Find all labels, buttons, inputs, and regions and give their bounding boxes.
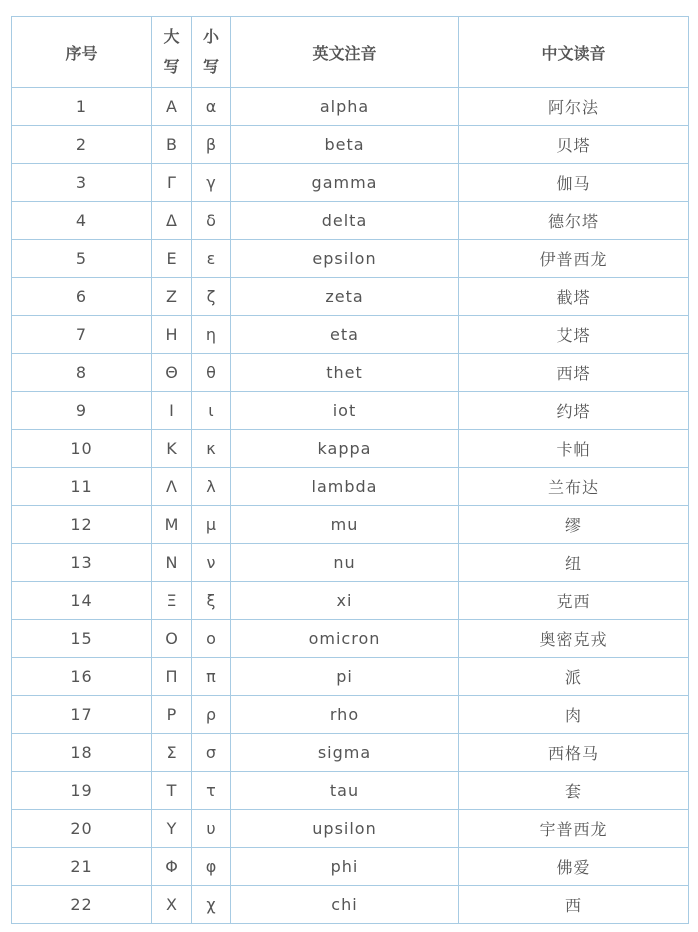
cell-upper: Θ [152,354,192,392]
table-row [12,88,689,126]
cell-lower: β [192,126,231,164]
cell-lower: π [192,658,231,696]
header-upper [152,17,192,88]
table-row [12,354,689,392]
header-row [12,17,689,88]
table-row [12,316,689,354]
cell-chinese: 约塔 [459,392,689,430]
cell-upper: Η [152,316,192,354]
cell-lower: ξ [192,582,231,620]
cell-index: 20 [12,810,152,848]
cell-index: 2 [12,126,152,164]
cell-upper: Κ [152,430,192,468]
cell-index: 8 [12,354,152,392]
cell-lower: θ [192,354,231,392]
cell-chinese: 纽 [459,544,689,582]
cell-chinese: 佛爱 [459,848,689,886]
cell-index: 21 [12,848,152,886]
cell-index: 1 [12,88,152,126]
cell-upper: Ξ [152,582,192,620]
cell-lower: δ [192,202,231,240]
cell-english: sigma [231,734,459,772]
cell-english: beta [231,126,459,164]
cell-lower: φ [192,848,231,886]
cell-chinese: 肉 [459,696,689,734]
table-row [12,392,689,430]
cell-chinese: 西 [459,886,689,924]
cell-english: xi [231,582,459,620]
table-row [12,430,689,468]
cell-chinese: 艾塔 [459,316,689,354]
cell-lower: ι [192,392,231,430]
cell-english: tau [231,772,459,810]
table-row [12,582,689,620]
table-row [12,810,689,848]
header-index: 序号 [12,17,152,88]
header-upper-line2: 写 [163,57,180,76]
table-row [12,202,689,240]
cell-english: thet [231,354,459,392]
cell-upper: Ρ [152,696,192,734]
cell-chinese: 卡帕 [459,430,689,468]
cell-lower: λ [192,468,231,506]
table-body [12,88,689,924]
cell-index: 22 [12,886,152,924]
cell-index: 12 [12,506,152,544]
cell-lower: υ [192,810,231,848]
cell-lower: ν [192,544,231,582]
header-lower [192,17,231,88]
cell-upper: Δ [152,202,192,240]
cell-upper: Τ [152,772,192,810]
header-lower-line2: 写 [202,57,219,76]
header-lower-line1: 小 [202,27,219,46]
cell-chinese: 西塔 [459,354,689,392]
cell-english: iot [231,392,459,430]
cell-upper: Ο [152,620,192,658]
cell-english: mu [231,506,459,544]
greek-alphabet-table [11,16,689,924]
cell-index: 13 [12,544,152,582]
cell-index: 19 [12,772,152,810]
cell-index: 11 [12,468,152,506]
cell-index: 9 [12,392,152,430]
cell-lower: κ [192,430,231,468]
cell-lower: σ [192,734,231,772]
cell-upper: Β [152,126,192,164]
cell-upper: Φ [152,848,192,886]
cell-english: lambda [231,468,459,506]
cell-chinese: 截塔 [459,278,689,316]
cell-upper: Ι [152,392,192,430]
cell-english: omicron [231,620,459,658]
cell-lower: χ [192,886,231,924]
cell-chinese: 西格马 [459,734,689,772]
cell-index: 6 [12,278,152,316]
cell-index: 16 [12,658,152,696]
cell-index: 14 [12,582,152,620]
cell-chinese: 伽马 [459,164,689,202]
cell-english: nu [231,544,459,582]
cell-chinese: 套 [459,772,689,810]
cell-upper: Σ [152,734,192,772]
cell-english: gamma [231,164,459,202]
header-english: 英文注音 [231,17,459,88]
table-row [12,240,689,278]
table-row [12,734,689,772]
cell-chinese: 缪 [459,506,689,544]
cell-upper: Γ [152,164,192,202]
cell-english: phi [231,848,459,886]
cell-upper: Ζ [152,278,192,316]
table-row [12,544,689,582]
table-row [12,506,689,544]
table-row [12,620,689,658]
cell-chinese: 贝塔 [459,126,689,164]
cell-lower: α [192,88,231,126]
table-row [12,278,689,316]
table-row [12,658,689,696]
cell-upper: Α [152,88,192,126]
cell-chinese: 伊普西龙 [459,240,689,278]
cell-index: 7 [12,316,152,354]
cell-english: chi [231,886,459,924]
header-upper-line1: 大 [163,27,180,46]
cell-english: upsilon [231,810,459,848]
cell-index: 10 [12,430,152,468]
cell-english: zeta [231,278,459,316]
cell-english: pi [231,658,459,696]
cell-index: 17 [12,696,152,734]
table-row [12,696,689,734]
cell-chinese: 奥密克戎 [459,620,689,658]
header-chinese: 中文读音 [459,17,689,88]
cell-english: alpha [231,88,459,126]
cell-chinese: 阿尔法 [459,88,689,126]
table-row [12,164,689,202]
table-row [12,126,689,164]
cell-english: epsilon [231,240,459,278]
table-row [12,468,689,506]
greek-alphabet-table-container [11,16,688,924]
cell-chinese: 德尔塔 [459,202,689,240]
cell-upper: Μ [152,506,192,544]
cell-index: 15 [12,620,152,658]
cell-lower: ε [192,240,231,278]
cell-upper: Ν [152,544,192,582]
cell-lower: η [192,316,231,354]
cell-chinese: 克西 [459,582,689,620]
cell-chinese: 宇普西龙 [459,810,689,848]
cell-index: 18 [12,734,152,772]
cell-lower: γ [192,164,231,202]
cell-chinese: 派 [459,658,689,696]
cell-english: rho [231,696,459,734]
cell-english: eta [231,316,459,354]
cell-upper: Υ [152,810,192,848]
cell-upper: Ε [152,240,192,278]
cell-lower: τ [192,772,231,810]
cell-upper: Π [152,658,192,696]
cell-index: 5 [12,240,152,278]
cell-upper: Χ [152,886,192,924]
table-row [12,886,689,924]
cell-english: kappa [231,430,459,468]
cell-upper: Λ [152,468,192,506]
cell-index: 3 [12,164,152,202]
table-row [12,772,689,810]
cell-lower: ο [192,620,231,658]
cell-lower: ρ [192,696,231,734]
cell-index: 4 [12,202,152,240]
table-row [12,848,689,886]
cell-english: delta [231,202,459,240]
cell-lower: ζ [192,278,231,316]
cell-lower: μ [192,506,231,544]
cell-chinese: 兰布达 [459,468,689,506]
